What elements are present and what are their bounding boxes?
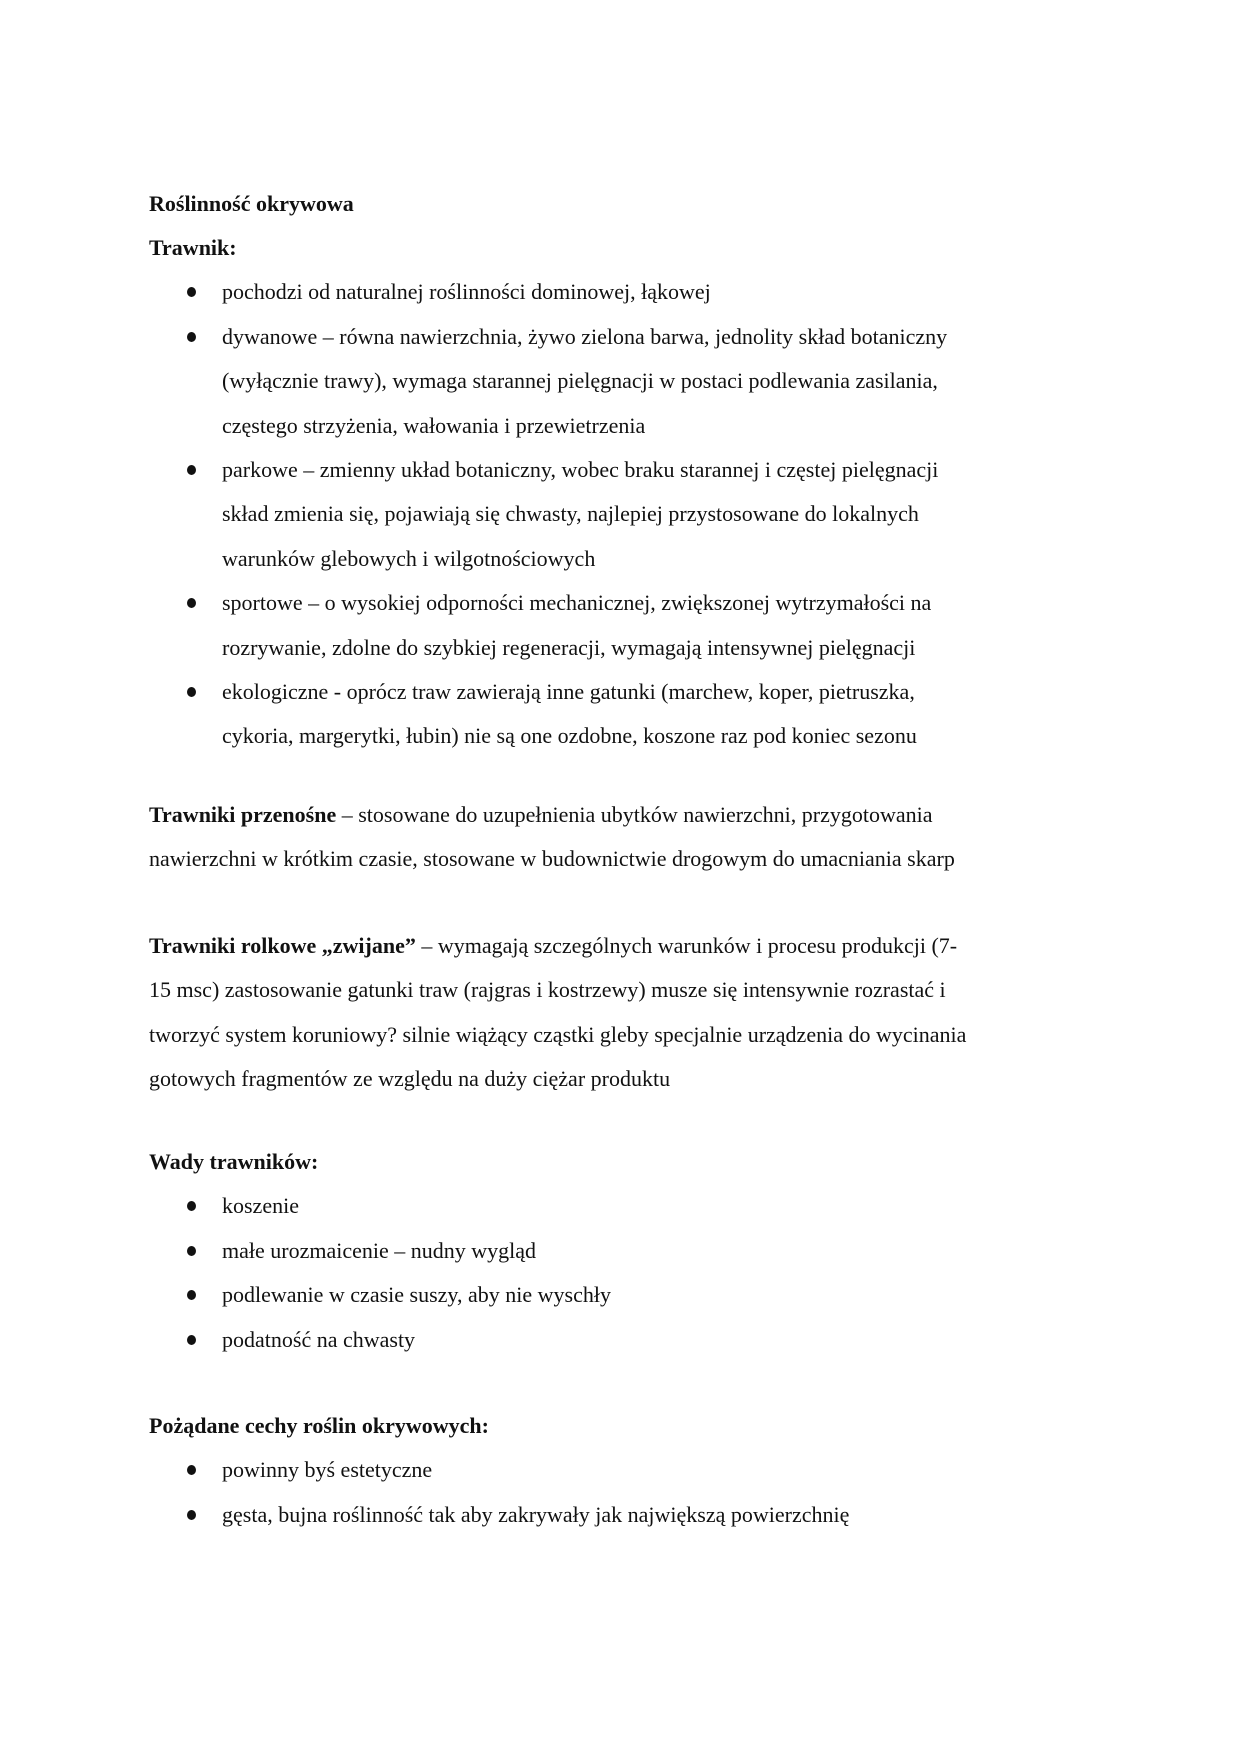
paragraph-line: gotowych fragmentów ze względu na duży ciężar produktu bbox=[149, 1066, 671, 1092]
list-line: (wyłącznie trawy), wymaga starannej pielęgnacji w postaci podlewania zasilania, bbox=[222, 368, 938, 394]
list-item bbox=[149, 581, 947, 670]
bullet-icon bbox=[187, 332, 196, 342]
list-line: gęsta, bujna roślinność tak aby zakrywały jak największą powierzchnię bbox=[222, 1501, 850, 1527]
trawnik-list bbox=[149, 270, 947, 758]
paragraph-line bbox=[149, 793, 955, 837]
cechy-list bbox=[149, 1448, 849, 1537]
bullet-icon bbox=[187, 598, 196, 608]
list-item bbox=[149, 1448, 849, 1492]
trawnik-heading: Trawnik: bbox=[149, 235, 237, 260]
bullet-icon bbox=[187, 1465, 196, 1475]
bullet-icon bbox=[187, 287, 196, 297]
list-line: koszenie bbox=[222, 1193, 299, 1219]
list-item bbox=[149, 448, 947, 581]
wady-list bbox=[149, 1184, 611, 1362]
list-item bbox=[149, 1318, 611, 1362]
bullet-icon bbox=[187, 1510, 196, 1520]
list-line: pochodzi od naturalnej roślinności dominowej, łąkowej bbox=[222, 279, 711, 305]
bullet-icon bbox=[187, 687, 196, 697]
paragraph-line: nawierzchni w krótkim czasie, stosowane w budownictwie drogowym do umacniania skarp bbox=[149, 846, 955, 872]
rolkowe-term: Trawniki rolkowe „zwijane” bbox=[149, 933, 416, 958]
paragraph-line: 15 msc) zastosowanie gatunki traw (rajgras i kostrzewy) musze się intensywnie rozrastać i bbox=[149, 977, 946, 1003]
list-item bbox=[149, 270, 947, 314]
list-line: rozrywanie, zdolne do szybkiej regeneracji, wymagają intensywnej pielęgnacji bbox=[222, 634, 916, 660]
list-line: ekologiczne - oprócz traw zawierają inne gatunki (marchew, koper, pietruszka, bbox=[222, 678, 915, 704]
list-line: dywanowe – równa nawierzchnia, żywo zielona barwa, jednolity skład botaniczny bbox=[222, 323, 948, 349]
list-item bbox=[149, 1273, 611, 1317]
list-line: powinny byś estetyczne bbox=[222, 1457, 433, 1483]
title-text: Roślinność okrywowa bbox=[149, 191, 354, 216]
list-line: cykoria, margerytki, łubin) nie są one ozdobne, koszone raz pod koniec sezonu bbox=[222, 723, 917, 749]
wady-heading: Wady trawników: bbox=[149, 1149, 319, 1174]
bullet-icon bbox=[187, 1290, 196, 1300]
list-line: skład zmienia się, pojawiają się chwasty, najlepiej przystosowane do lokalnych bbox=[222, 501, 919, 527]
paragraph-line: tworzyć system koruniowy? silnie wiążący cząstki gleby specjalnie urządzenia do wycinania bbox=[149, 1021, 967, 1047]
paragraph-text: – wymagają szczególnych warunków i procesu produkcji (7- bbox=[415, 933, 958, 958]
list-line: parkowe – zmienny układ botaniczny, wobec braku starannej i częstej pielęgnacji bbox=[222, 456, 939, 482]
list-item bbox=[149, 1493, 849, 1537]
przenosne-paragraph bbox=[149, 793, 955, 882]
trawnik-section bbox=[149, 226, 947, 759]
rolkowe-paragraph bbox=[149, 924, 966, 1102]
cechy-section bbox=[149, 1404, 849, 1537]
bullet-icon bbox=[187, 465, 196, 475]
bullet-icon bbox=[187, 1335, 196, 1345]
bullet-icon bbox=[187, 1246, 196, 1256]
list-line: podatność na chwasty bbox=[222, 1326, 416, 1352]
bullet-icon bbox=[187, 1201, 196, 1211]
list-line: sportowe – o wysokiej odporności mechanicznej, zwiększonej wytrzymałości na bbox=[222, 590, 932, 616]
cechy-heading: Pożądane cechy roślin okrywowych: bbox=[149, 1413, 489, 1438]
list-item bbox=[149, 315, 947, 448]
list-item bbox=[149, 670, 947, 759]
przenosne-term: Trawniki przenośne bbox=[149, 802, 337, 827]
document-title bbox=[149, 182, 354, 226]
list-line: częstego strzyżenia, wałowania i przewietrzenia bbox=[222, 412, 646, 438]
list-item bbox=[149, 1229, 611, 1273]
paragraph-text: – stosowane do uzupełnienia ubytków nawierzchni, przygotowania bbox=[336, 802, 933, 827]
list-item bbox=[149, 1184, 611, 1228]
list-line: warunków glebowych i wilgotnościowych bbox=[222, 545, 596, 571]
list-line: małe urozmaicenie – nudny wygląd bbox=[222, 1237, 537, 1263]
paragraph-line bbox=[149, 924, 966, 968]
list-line: podlewanie w czasie suszy, aby nie wyschły bbox=[222, 1282, 611, 1308]
wady-section bbox=[149, 1140, 611, 1362]
